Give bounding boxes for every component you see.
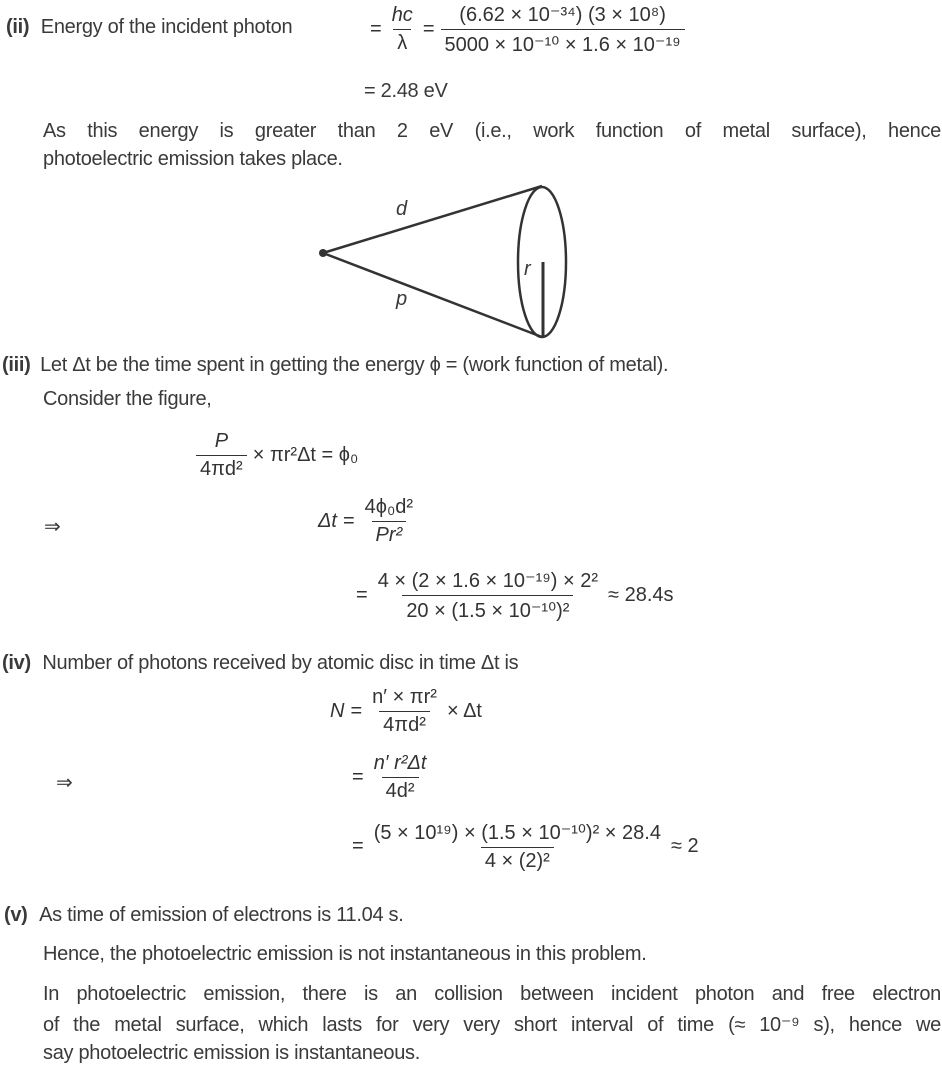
part-v-label: (v) <box>4 904 28 926</box>
photon-count-simplified: = $\frac{\text{n′ r²Δt}}{\text{4d²}}$ <box>352 752 427 802</box>
label-r: r <box>524 258 531 280</box>
part-iv-label: (iv) <box>2 652 31 674</box>
label-d: d <box>396 198 407 220</box>
part-iii-line1: Let Δt be the time spent in getting the energy ϕ = (work function of metal). <box>40 354 669 376</box>
photon-count-numeric: = $\frac{\text{(5 × 10¹⁹) × (1.5 × 10⁻¹⁰)² × 28.4}}{\text{4 × (2)²}}$ ≈ 2 <box>352 822 699 872</box>
photon-count-equation: N = $\frac{\text{n′ × πr²}}{\text{4πd²}}$ × Δt <box>330 686 482 736</box>
cone-edge-p <box>323 253 542 337</box>
part-v-line1: As time of emission of electrons is 11.04 s. <box>39 904 404 926</box>
label-p: p <box>396 288 407 310</box>
part-iv-heading <box>2 652 518 675</box>
part-ii-label: (ii) <box>6 16 30 38</box>
equals-sign: = <box>370 18 382 40</box>
part-iii-heading <box>2 354 668 377</box>
conclusion-line-2: photoelectric emission takes place. <box>43 148 343 170</box>
cone-edge-d <box>323 186 542 253</box>
implies-arrow: ⇒ <box>56 772 73 794</box>
photon-energy-equation <box>364 2 685 57</box>
cone-figure <box>300 180 590 345</box>
delta-t-equation: Δt = $\frac{\text{4ϕ₀d²}}{\text{Pr²}}$ <box>318 496 414 546</box>
energy-result: = 2.48 eV <box>364 80 448 102</box>
part-iii-label: (iii) <box>2 354 31 376</box>
equals-sign: = <box>422 18 435 40</box>
part-v-line3b: of the metal surface, which lasts for very very short interval of time (≈ 10⁻⁹ s), hence we <box>43 1014 941 1036</box>
part-ii-heading <box>6 16 292 39</box>
part-iii-line2: Consider the figure, <box>43 388 212 410</box>
conclusion-line-1: As this energy is greater than 2 eV (i.e., work function of metal surface), hence <box>43 120 941 142</box>
part-iv-line1: Number of photons received by atomic disc in time Δt is <box>42 652 519 674</box>
point-source <box>319 249 327 257</box>
implies-arrow: ⇒ <box>44 516 61 538</box>
part-v-heading <box>4 904 403 927</box>
hc-over-lambda: $\frac{hc}{\lambda}$ <box>391 4 413 54</box>
part-ii-intro: Energy of the incident photon <box>40 16 293 38</box>
part-v-line3c: say photoelectric emission is instantaneous. <box>43 1042 421 1064</box>
part-v-line2: Hence, the photoelectric emission is not instantaneous in this problem. <box>43 943 647 965</box>
numeric-fraction: $\frac{\text{(6.62 × 10⁻³⁴) (3 × 10⁸)}}{\text{5000 × 10⁻¹⁰ × 1.6 × 10⁻¹⁹}}$ <box>441 2 685 57</box>
delta-t-numeric: = $\frac{\text{4 × (2 × 1.6 × 10⁻¹⁹) × 2²}}{\text{20 × (1.5 × 10⁻¹⁰)²}}$ ≈ 28.4s <box>356 570 674 622</box>
part-v-line3a: In photoelectric emission, there is an collision between incident photon and free electron <box>43 983 941 1005</box>
energy-balance-equation: $\frac{P}{\text{4πd²}}$ × πr²Δt = ϕ₀ <box>196 430 358 481</box>
